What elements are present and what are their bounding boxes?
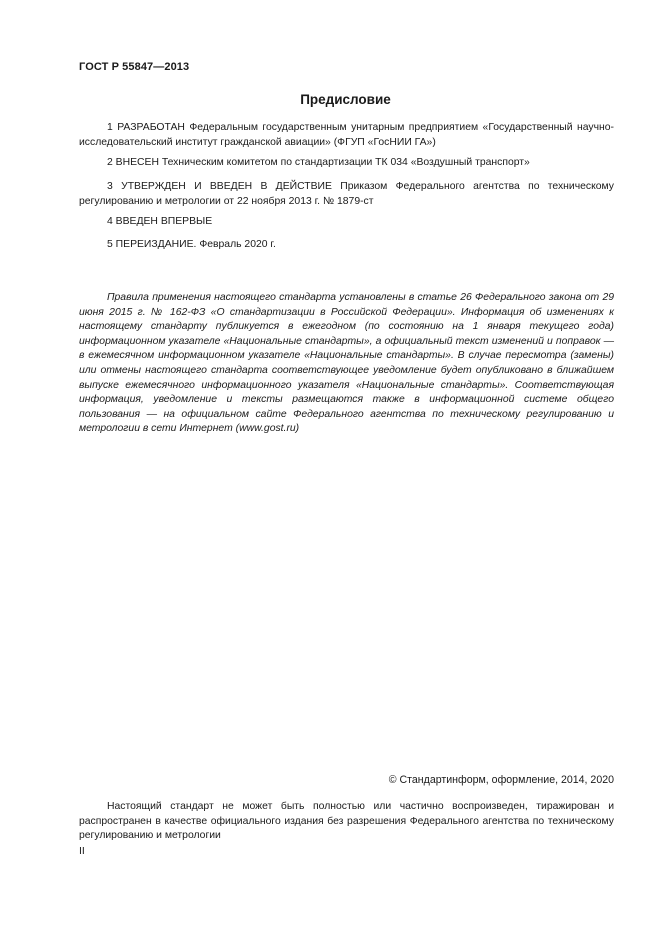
preface-title: Предисловие (300, 92, 391, 107)
copyright-line: © Стандартинформ, оформление, 2014, 2020 (388, 774, 614, 786)
preface-item-first-introduced: 4 ВВЕДЕН ВПЕРВЫЕ (107, 216, 213, 227)
preface-item-introduced: 2 ВНЕСЕН Техническим комитетом по стандартизации ТК 034 «Воздушный транспорт» (107, 157, 530, 168)
page-number: II (79, 845, 85, 857)
application-rules-notice: Правила применения настоящего стандарта установлены в статье 26 Федерального закона от 29 июня 2015 г. № 162-ФЗ «О стандартизации в Российской Федерации». Информация об изменениях к настоящему стандарту публикуется в ежегодном (по состоянию на 1 января текущего года) информационном указателе «Национальные стандарты», а официальный текст изменений и поправок — в ежемесячном информационном указателе «Национальные стандарты». В случае пересмотра (замены) или отмены настоящего стандарта соответствующее уведомление будет опубликовано в ближайшем выпуске ежемесячного информационного указателя «Национальные стандарты». Соответствующая информация, уведомление и тексты размещаются также в информационной системе общего пользования — на официальном сайте Федерального агентства по техническому регулированию и метрологии в сети Интернет (www.gost.ru) (79, 292, 614, 435)
document-code: ГОСТ Р 55847—2013 (79, 61, 190, 73)
preface-item-developed: 1 РАЗРАБОТАН Федеральным государственным унитарным предприятием «Государственный научно-исследовательский институт гражданской авиации» (ФГУП «ГосНИИ ГА») (79, 122, 614, 148)
preface-item-reissue: 5 ПЕРЕИЗДАНИЕ. Февраль 2020 г. (107, 239, 276, 250)
preface-title-row (0, 92, 661, 107)
reproduction-notice: Настоящий стандарт не может быть полностью или частично воспроизведен, тиражирован и распространен в качестве официального издания без разрешения Федерального агентства по техническому регулированию и метрологии (79, 801, 614, 841)
preface-item-approved: 3 УТВЕРЖДЕН И ВВЕДЕН В ДЕЙСТВИЕ Приказом Федерального агентства по техническому регулированию и метрологии от 22 ноября 2013 г. № 1879-ст (79, 181, 614, 207)
